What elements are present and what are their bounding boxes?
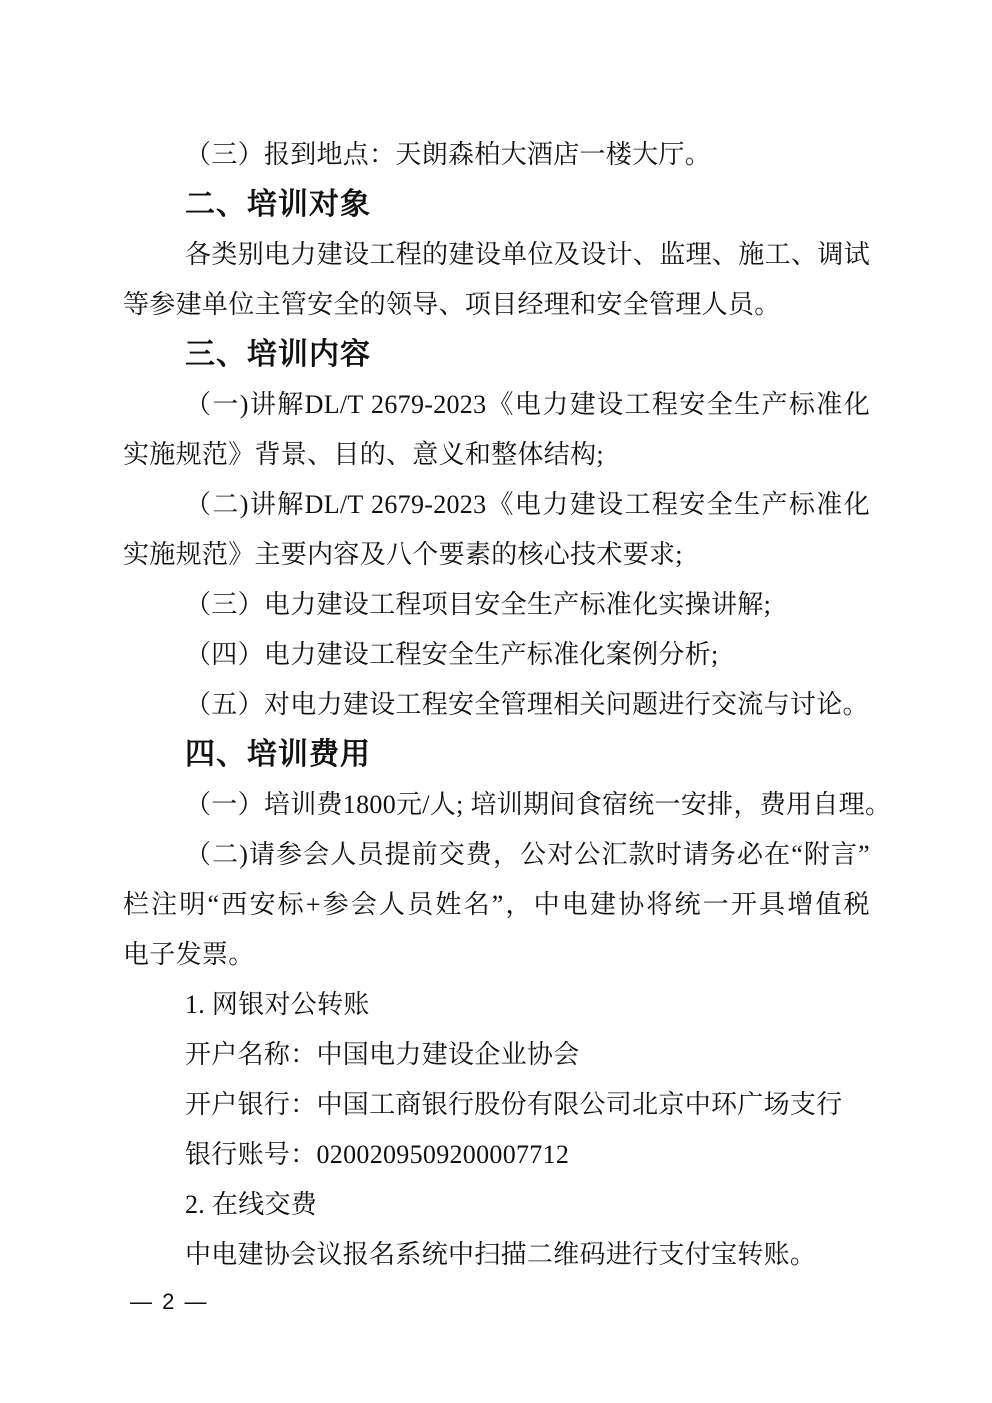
text-line-payment-method-2: 2. 在线交费 bbox=[185, 1190, 318, 1219]
text-line-alipay-note: 中电建协会议报名系统中扫描二维码进行支付宝转账。 bbox=[185, 1240, 817, 1269]
text-line-item-3: （三）电力建设工程项目安全生产标准化实操讲解; bbox=[185, 590, 772, 619]
text-line: 实施规范》背景、目的、意义和整体结构; bbox=[123, 440, 604, 469]
text-line-item-1: （一)讲解DL/T 2679-2023《电力建设工程安全生产标准化 bbox=[185, 390, 870, 419]
text-line: 电子发票。 bbox=[123, 940, 255, 969]
text-line: 栏注明“西安标+参会人员姓名”，中电建协将统一开具增值税 bbox=[123, 890, 870, 919]
text-line-bank-name: 开户银行：中国工商银行股份有限公司北京中环广场支行 bbox=[185, 1090, 843, 1119]
document-body bbox=[123, 130, 892, 1280]
text-line-item-5: （五）对电力建设工程安全管理相关问题进行交流与讨论。 bbox=[185, 690, 869, 719]
text-line: 各类别电力建设工程的建设单位及设计、监理、施工、调试 bbox=[185, 240, 870, 269]
text-line-item-4: （四）电力建设工程安全生产标准化案例分析; bbox=[185, 640, 719, 669]
text-line-registration-location: （三）报到地点：天朗森柏大酒店一楼大厅。 bbox=[185, 140, 712, 169]
text-line-account-number: 银行账号：0200209509200007712 bbox=[185, 1140, 570, 1169]
page-number: — 2 — bbox=[130, 1289, 209, 1314]
section-heading-training-fee: 四、培训费用 bbox=[185, 738, 371, 771]
text-line-payment-method-1: 1. 网银对公转账 bbox=[185, 990, 370, 1019]
text-line: 等参建单位主管安全的领导、项目经理和安全管理人员。 bbox=[123, 290, 781, 319]
text-line-fee-item-1: （一）培训费1800元/人; 培训期间食宿统一安排，费用自理。 bbox=[185, 790, 892, 819]
text-line: 实施规范》主要内容及八个要素的核心技术要求; bbox=[123, 540, 683, 569]
text-line-fee-item-2: （二)请参会人员提前交费，公对公汇款时请务必在“附言” bbox=[185, 840, 870, 869]
text-line-account-name: 开户名称：中国电力建设企业协会 bbox=[185, 1040, 580, 1069]
section-heading-training-target: 二、培训对象 bbox=[185, 188, 371, 221]
section-heading-training-content: 三、培训内容 bbox=[185, 338, 371, 371]
text-line-item-2: （二)讲解DL/T 2679-2023《电力建设工程安全生产标准化 bbox=[185, 490, 870, 519]
